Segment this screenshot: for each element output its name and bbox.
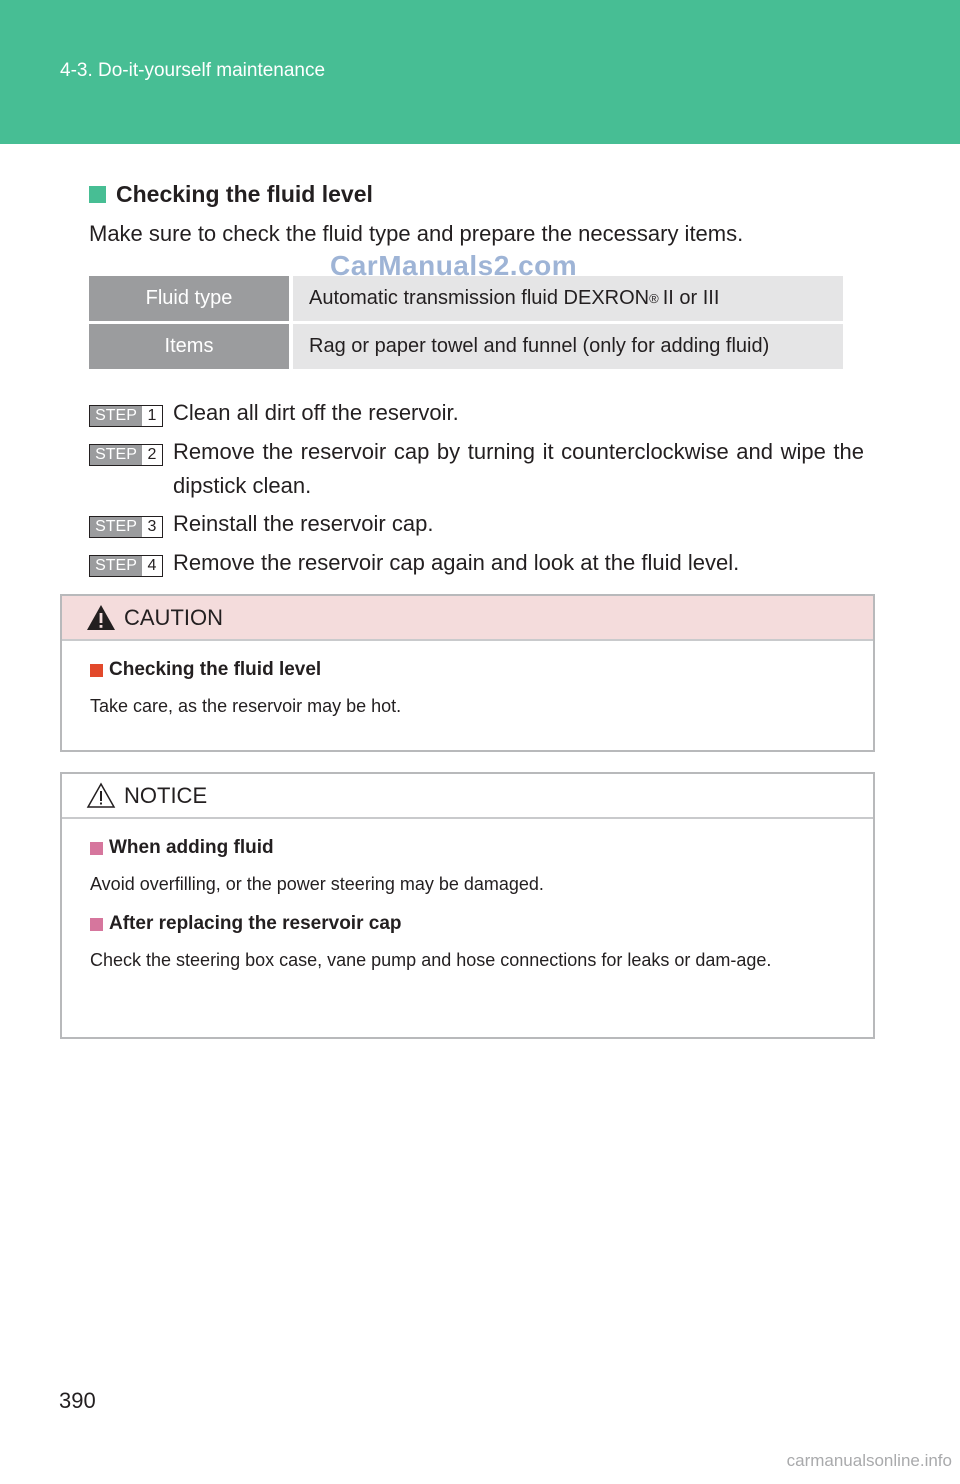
caution-square-icon xyxy=(90,664,103,677)
spec-value-fluid-type xyxy=(293,276,843,321)
warning-triangle-outline-icon xyxy=(86,782,116,809)
notice-text: Avoid overfilling, or the power steering may be damaged. xyxy=(90,874,544,894)
step-badge xyxy=(89,516,163,538)
step-4 xyxy=(89,552,864,580)
notice-subheading-text: When adding fluid xyxy=(109,837,274,858)
caution-title: CAUTION xyxy=(124,604,223,630)
fluid-type-text: Automatic transmission fluid DEXRON xyxy=(309,287,650,309)
caution-body xyxy=(62,641,873,753)
registered-mark: ® xyxy=(649,291,659,306)
notice-subheading-text: After replacing the reservoir cap xyxy=(109,913,402,934)
step-badge xyxy=(89,444,163,466)
caution-subheading-text: Checking the fluid level xyxy=(109,659,322,680)
page-header xyxy=(0,0,960,144)
step-2 xyxy=(89,441,864,503)
step-text: Reinstall the reservoir cap. xyxy=(173,511,434,536)
step-number: 1 xyxy=(142,406,162,426)
header-title: 4-3. Do-it-yourself maintenance xyxy=(60,60,326,81)
notice-square-icon xyxy=(90,918,103,931)
heading-square-icon xyxy=(89,186,106,203)
notice-subheading xyxy=(90,837,845,859)
step-label: STEP xyxy=(90,406,142,426)
spec-key-fluid-type: Fluid type xyxy=(89,276,289,321)
step-badge xyxy=(89,555,163,577)
step-number: 2 xyxy=(142,445,162,465)
spec-value-items: Rag or paper towel and funnel (only for adding fluid) xyxy=(293,324,843,369)
notice-title: NOTICE xyxy=(124,782,208,808)
step-label: STEP xyxy=(90,556,142,576)
caution-subheading xyxy=(90,659,845,681)
step-label: STEP xyxy=(90,445,142,465)
warning-triangle-icon xyxy=(86,604,116,631)
step-badge xyxy=(89,405,163,427)
step-text: Remove the reservoir cap by turning it counterclockwise and wipe the dipstick clean. xyxy=(173,439,864,498)
spec-key-items: Items xyxy=(89,324,289,369)
section-heading xyxy=(89,181,373,208)
footer-watermark: carmanualsonline.info xyxy=(786,1451,952,1470)
notice-subheading xyxy=(90,913,845,935)
notice-square-icon xyxy=(90,842,103,855)
step-3 xyxy=(89,513,864,541)
spec-row-fluid-type xyxy=(89,276,843,321)
step-label: STEP xyxy=(90,517,142,537)
notice-box xyxy=(60,772,875,1039)
watermark-top: CarManuals2.com xyxy=(330,250,578,281)
step-1 xyxy=(89,402,864,430)
notice-body xyxy=(62,819,873,1007)
page-number: 390 xyxy=(59,1388,96,1413)
step-text: Remove the reservoir cap again and look at the fluid level. xyxy=(173,550,740,575)
step-number: 3 xyxy=(142,517,162,537)
spec-row-items xyxy=(89,324,843,369)
notice-text: Check the steering box case, vane pump and hose connections for leaks or dam-age. xyxy=(90,950,772,970)
caution-header xyxy=(62,596,873,641)
step-text: Clean all dirt off the reservoir. xyxy=(173,400,459,425)
step-number: 4 xyxy=(142,556,162,576)
caution-text: Take care, as the reservoir may be hot. xyxy=(90,696,402,716)
section-heading-text: Checking the fluid level xyxy=(116,181,373,207)
notice-header xyxy=(62,774,873,819)
intro-text: Make sure to check the fluid type and prepare the necessary items. xyxy=(89,221,744,246)
fluid-type-suffix: II or III xyxy=(662,287,720,309)
caution-box xyxy=(60,594,875,752)
spec-table xyxy=(89,276,843,372)
